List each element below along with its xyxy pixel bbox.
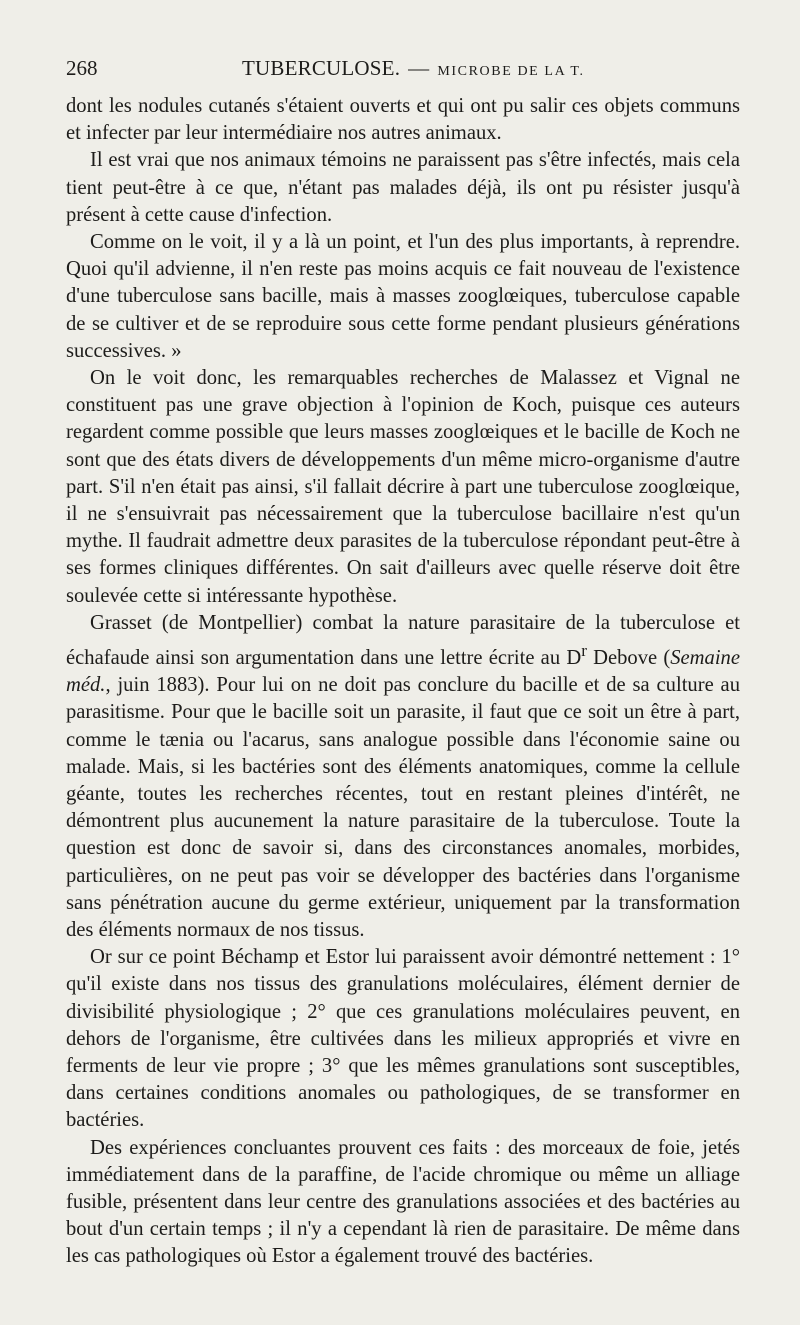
paragraph-5-superscript: r xyxy=(581,641,587,661)
page-number: 268 xyxy=(66,56,98,80)
page-header xyxy=(66,56,740,86)
running-title-main: TUBERCULOSE. xyxy=(242,56,401,80)
paragraph-4: On le voit donc, les remarquables recherches de Malassez et Vignal ne constituent pas une grave objection à l'opinion de Koch, puisque ces auteurs regardent comme possible que leurs masses zooglœiques et le bacille de Koch ne sont que des états divers de développements d'un même micro-organisme d'autre part. S'il n'en était pas ainsi, s'il fallait décrire à part une tuberculose zooglœique, il ne s'ensuivrait pas nécessairement que la tuberculose bacillaire n'est qu'un mythe. Il faudrait admettre deux parasites de la tuberculose répondant peut-être à ses formes cliniques différentes. On sait d'ailleurs avec quelle réserve doit être soulevée cette si intéressante hypothèse. xyxy=(66,367,740,607)
running-title-dash: — xyxy=(408,56,430,80)
running-title-subtitle: MICROBE DE LA T. xyxy=(437,64,585,79)
paragraph-3: Comme on le voit, il y a là un point, et l'un des plus importants, à reprendre. Quoi qu'il advienne, il n'en reste pas moins acquis ce fait nouveau de l'existence d'une tuberculose sans bacille, mais à masses zooglœiques, tuberculose capable de se cultiver et de se reproduire sous cette forme pendant plusieurs générations successives. » xyxy=(66,231,740,362)
body-text xyxy=(66,93,740,1271)
paragraph-7: Des expériences concluantes prouvent ces faits : des morceaux de foie, jetés immédiatement dans de la paraffine, de l'acide chromique ou même un alliage fusible, présentent dans leur centre des granulations associées et des bactéries au bout d'un certain temps ; il n'y a cependant là rien de parasitaire. De même dans les cas pathologiques où Estor a également trouvé des bactéries. xyxy=(66,1136,740,1268)
journal-title: Semaine méd. xyxy=(66,646,740,697)
paragraph-5-part-1: Grasset (de Montpellier) combat la nature parasitaire de la tuberculose et échafaude ainsi son argumentation dans une lettre écrite au D xyxy=(66,611,740,669)
paragraph-1: dont les nodules cutanés s'étaient ouverts et qui ont pu salir ces objets communs et infecter par leur intermédiaire nos autres animaux. xyxy=(66,95,740,145)
running-title xyxy=(242,56,585,81)
paragraph-5-part-2: Debove ( xyxy=(586,646,671,669)
paragraph-5-part-3: , juin 1883). Pour lui on ne doit pas conclure du bacille et de sa culture au parasitisme. Pour que le bacille soit un parasite, il faut que ce soit un être à part, comme le tænia ou l'acarus, sans analogue possible dans l'économie saine ou malade. Mais, si les bactéries sont des éléments anatomiques, comme la cellule géante, toutes les recherches récentes, tout en restant pleines d'intérêt, ne démontrent plus aucunement la nature parasitaire de la tuberculose. Toute la question est donc de savoir si, dans des circonstances anomales, morbides, particulières, on ne peut pas voir se développer des bactéries dans l'organisme sans pénétration aucune du germe extérieur, uniquement par la transformation des éléments normaux de nos tissus. xyxy=(66,674,740,941)
paragraph-5 xyxy=(66,610,740,944)
paragraph-6: Or sur ce point Béchamp et Estor lui paraissent avoir démontré nettement : 1° qu'il existe dans nos tissus des granulations moléculaires, élément dernier de divisibilité physiologique ; 2° que ces granulations moléculaires peuvent, en dehors de l'organisme, être cultivées dans les milieux appropriés et vivre en ferments de leur vie propre ; 3° que les mêmes granulations sont susceptibles, dans certaines conditions anomales ou pathologiques, de se transformer en bactéries. xyxy=(66,946,740,1132)
paragraph-2: Il est vrai que nos animaux témoins ne paraissent pas s'être infectés, mais cela tient peut-être à ce que, n'étant pas malades déjà, ils ont pu résister jusqu'à présent à cette cause d'infection. xyxy=(66,149,740,226)
